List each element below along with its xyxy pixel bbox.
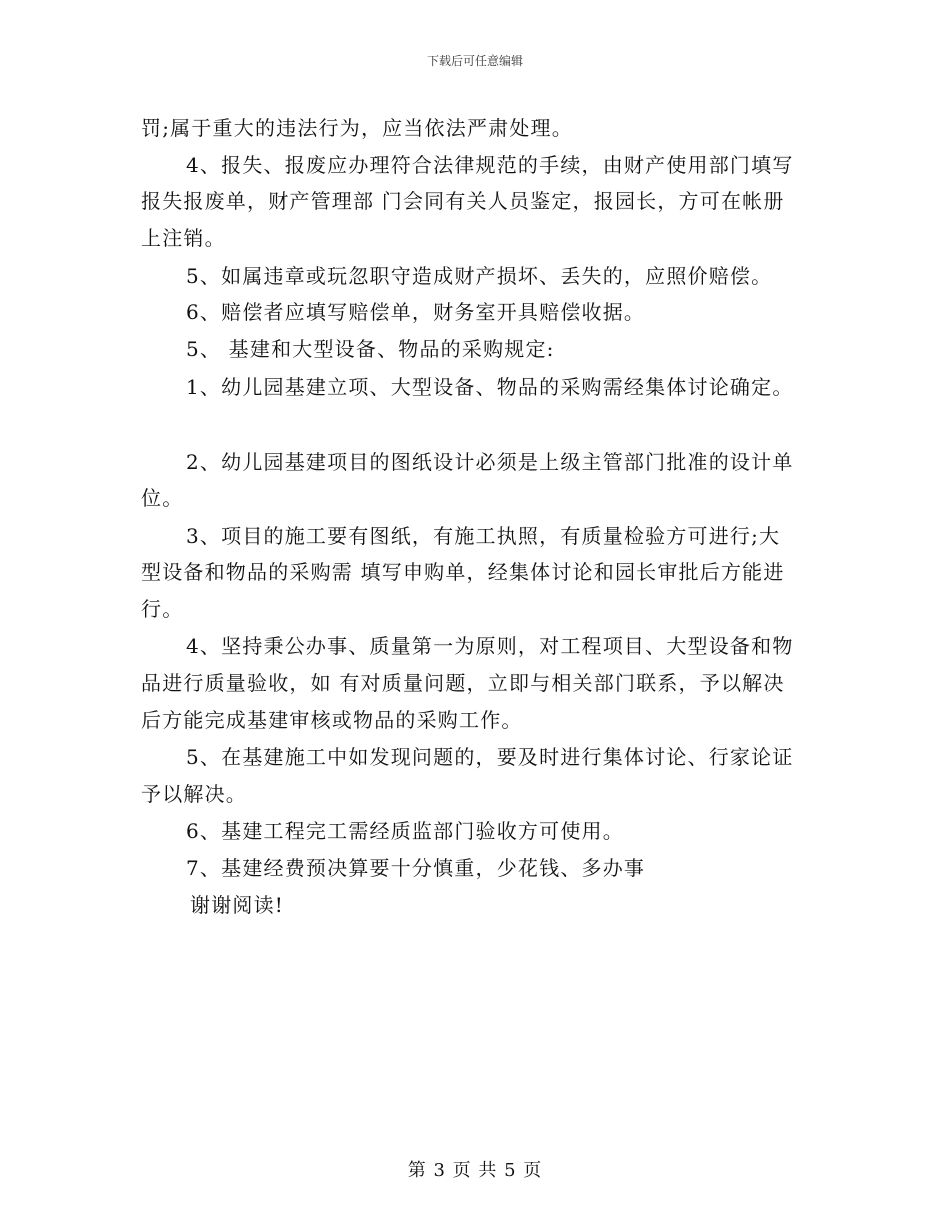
paragraph-line: 行。 [141,597,184,621]
page-number: 第 3 页 共 5 页 [407,1160,543,1181]
paragraph-line: 6、赔偿者应填写赔偿单，财务室开具赔偿收据。 [186,300,646,324]
page-header: 下载后可任意编辑 [426,54,523,68]
paragraph-line: 位。 [141,486,184,510]
paragraph-line: 后方能完成基建审核或物品的采购工作。 [141,708,523,732]
paragraph-line: 1、幼儿园基建立项、大型设备、物品的采购需经集体讨论确定。 [186,375,794,399]
paragraph-line: 4、报失、报废应办理符合法律规范的手续，由财产使用部门填写 [186,153,794,177]
paragraph-line: 型设备和物品的采购需 填写申购单，经集体讨论和园长审批后方能进 [141,560,785,584]
paragraph-line: 4、坚持秉公办事、质量第一为原则，对工程项目、大型设备和物 [186,634,794,658]
paragraph-line: 报失报废单，财产管理部 门会同有关人员鉴定，报园长，方可在帐册 [141,189,785,213]
paragraph-line: 5、在基建施工中如发现问题的，要及时进行集体讨论、行家论证 [186,745,794,769]
paragraph-line: 6、基建工程完工需经质监部门验收方可使用。 [186,819,624,843]
paragraph-line: 3、项目的施工要有图纸，有施工执照，有质量检验方可进行;大 [186,524,781,548]
section-heading: 5、 基建和大型设备、物品的采购规定: [186,337,555,361]
paragraph-line: 予以解决。 [141,782,247,806]
closing-line: 谢谢阅读! [190,893,285,917]
paragraph-line: 5、如属违章或玩忽职守造成财产损坏、丢失的，应照价赔偿。 [186,264,773,288]
paragraph-line: 品进行质量验收，如 有对质量问题，立即与相关部门联系，予以解决 [141,671,785,695]
paragraph-line: 2、幼儿园基建项目的图纸设计必须是上级主管部门批准的设计单 [186,450,794,474]
paragraph-line: 7、基建经费预决算要十分慎重，少花钱、多办事 [186,856,646,880]
paragraph-line: 上注销。 [141,226,226,250]
paragraph-line: 罚;属于重大的违法行为，应当依法严肃处理。 [141,116,573,140]
